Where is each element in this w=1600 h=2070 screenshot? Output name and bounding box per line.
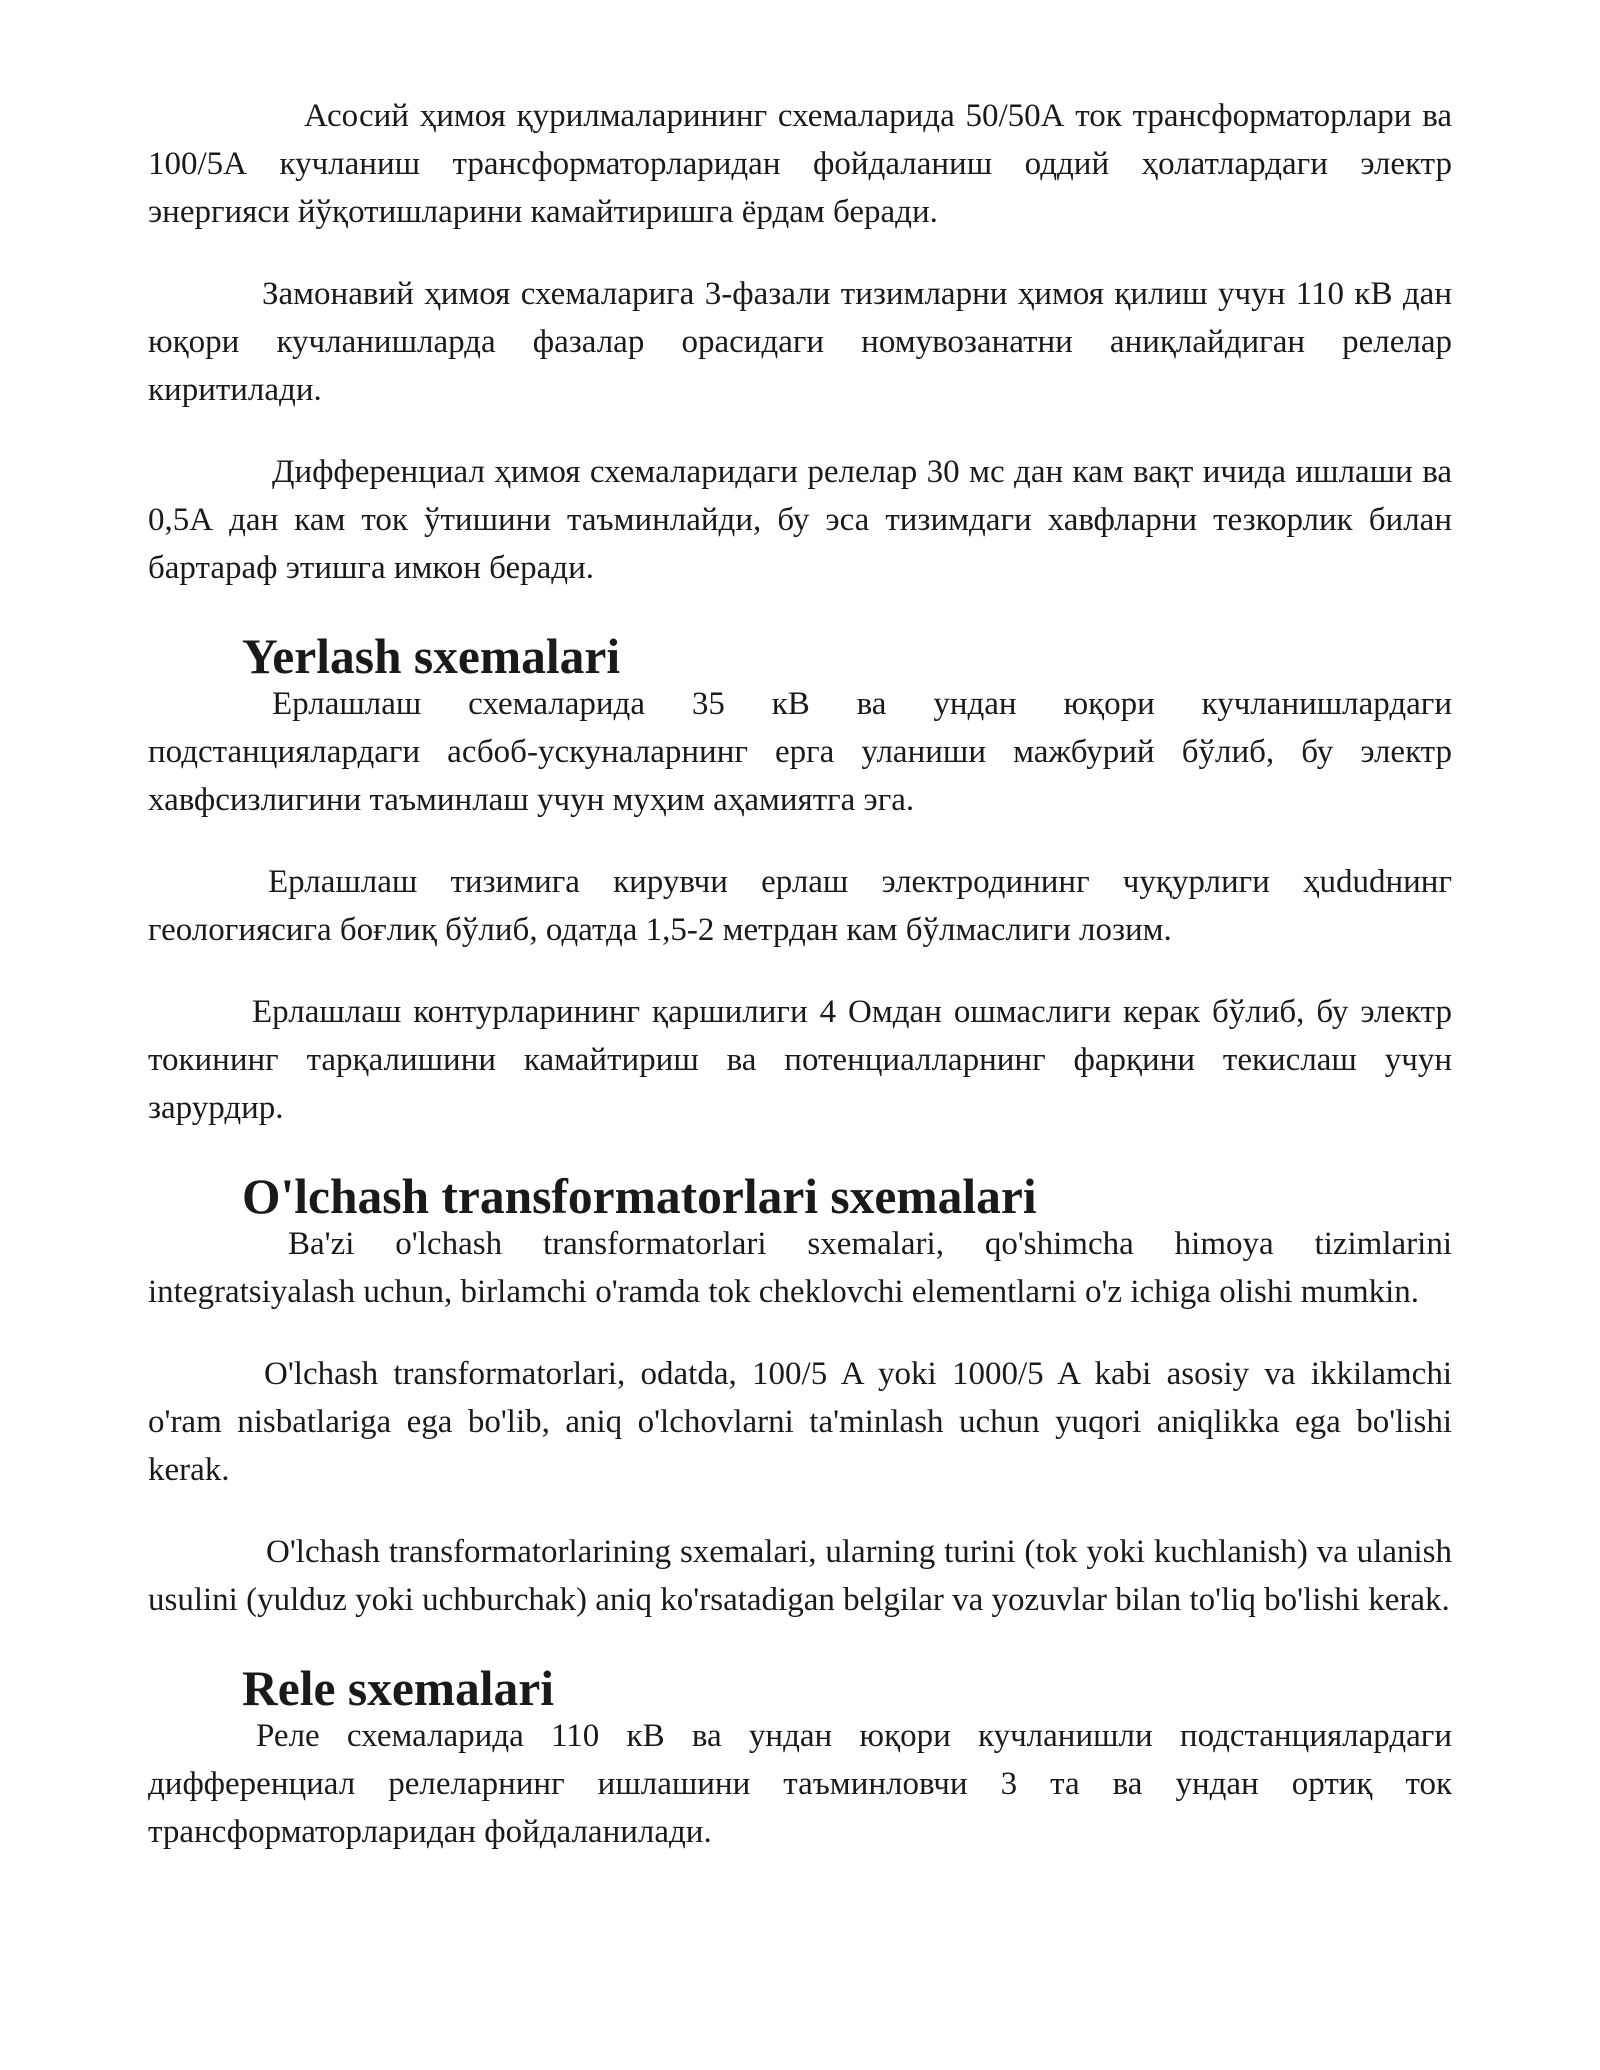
paragraph: Замонавий ҳимоя схемаларига 3-фазали тизимларни ҳимоя қилиш учун 110 кВ дан юқори кучланишларда фазалар орасидаги номувозанатни аниқлайдиган релелар киритилади. bbox=[148, 276, 1452, 408]
paragraph: Ерлашлаш тизимига кирувчи ерлаш электродининг чуқурлиги ҳududнинг геологиясига боғлиқ бўлиб, одатда 1,5-2 метрдан кам бўлмаслиги лозим. bbox=[148, 864, 1452, 948]
paragraph: Ерлашлаш контурларининг қаршилиги 4 Омдан ошмаслиги керак бўлиб, бу электр токининг тарқалишини камайтириш ва потенциалларнинг фарқини текислаш учун зарурдир. bbox=[148, 994, 1452, 1126]
section-heading: O'lchash transformatorlari sxemalari bbox=[242, 1169, 1037, 1224]
document-page bbox=[148, 92, 1452, 1856]
section-heading: Rele sxemalari bbox=[242, 1661, 555, 1716]
paragraph: O'lchash transformatorlarining sxemalari, ularning turini (tok yoki kuchlanish) va ulanish usulini (yulduz yoki uchburchak) aniq ko'rsatadigan belgilar va yozuvlar bilan to'liq bo'lishi kerak. bbox=[148, 1534, 1452, 1618]
paragraph: Асосий ҳимоя қурилмаларининг схемаларида 50/50А ток трансформаторлари ва 100/5А кучланиш трансформаторларидан фойдаланиш оддий ҳолатлардаги электр энергияси йўқотишларини камайтиришга ёрдам беради. bbox=[148, 98, 1452, 230]
paragraph: Ерлашлаш схемаларида 35 кВ ва ундан юқори кучланишлардаги подстанциялардаги асбоб-ускуналарнинг ерга уланиши мажбурий бўлиб, бу электр хавфсизлигини таъминлаш учун муҳим аҳамиятга эга. bbox=[148, 686, 1452, 818]
paragraph: O'lchash transformatorlari, odatda, 100/5 A yoki 1000/5 A kabi asosiy va ikkilamchi o'ram nisbatlariga ega bo'lib, aniq o'lchovlarni ta'minlash uchun yuqori aniqlikka ega bo'lishi kerak. bbox=[148, 1356, 1452, 1488]
paragraph: Дифференциал ҳимоя схемаларидаги релелар 30 мс дан кам вақт ичида ишлаши ва 0,5А дан кам ток ўтишини таъминлайди, бу эса тизимдаги хавфларни тезкорлик билан бартараф этишга имкон беради. bbox=[148, 454, 1452, 586]
section-heading: Yerlash sxemalari bbox=[242, 629, 621, 684]
paragraph: Ba'zi o'lchash transformatorlari sxemalari, qo'shimcha himoya tizimlarini integratsiyalash uchun, birlamchi o'ramda tok cheklovchi elementlarni o'z ichiga olishi mumkin. bbox=[148, 1226, 1452, 1310]
paragraph: Реле схемаларида 110 кВ ва ундан юқори кучланишли подстанциялардаги дифференциал релеларнинг ишлашини таъминловчи 3 та ва ундан ортиқ ток трансформаторларидан фойдаланилади. bbox=[148, 1718, 1452, 1850]
